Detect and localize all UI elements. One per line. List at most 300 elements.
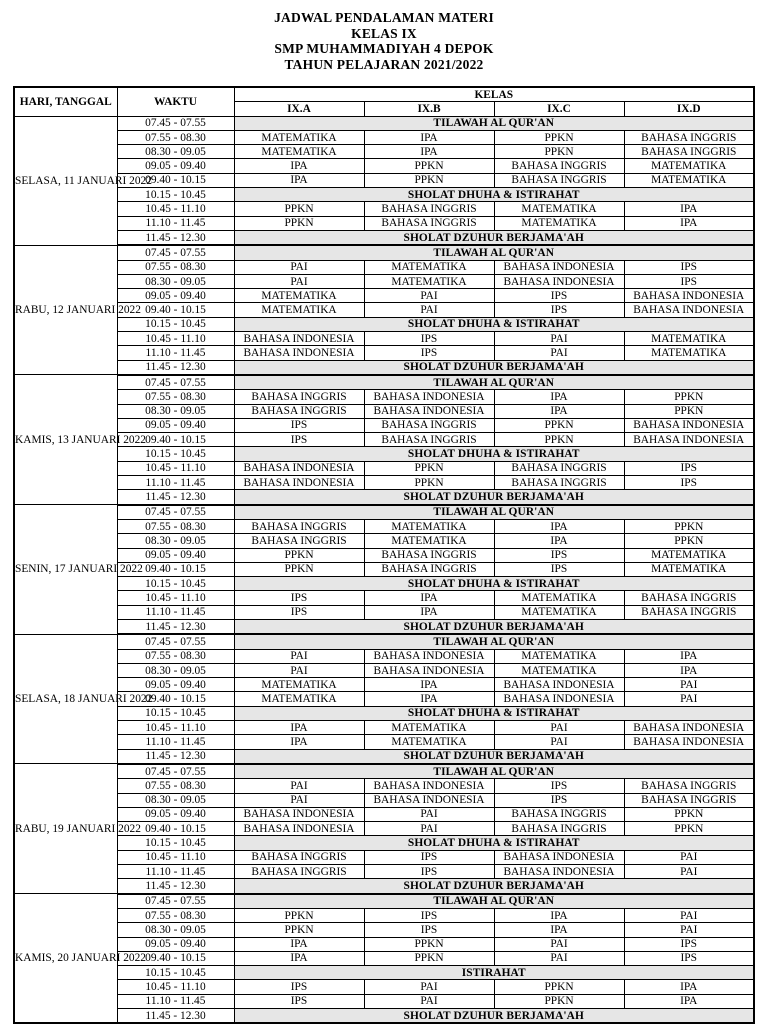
subject-cell: BAHASA INGGRIS <box>624 793 754 807</box>
subject-cell: IPS <box>494 303 624 317</box>
time-cell: 10.15 - 10.45 <box>117 447 234 461</box>
subject-cell: IPS <box>624 937 754 951</box>
table-row <box>14 605 754 619</box>
day-date-cell: RABU, 19 JANUARI 2022 <box>14 764 117 894</box>
title-line-4: TAHUN PELAJARAN 2021/2022 <box>284 56 484 72</box>
activity-cell: SHOLAT DZUHUR BERJAMA'AH <box>234 619 754 634</box>
subject-cell: PAI <box>494 332 624 346</box>
subject-cell: IPS <box>234 980 364 994</box>
table-row <box>14 159 754 173</box>
subject-cell: PAI <box>624 678 754 692</box>
subject-cell: IPA <box>624 216 754 230</box>
time-cell: 10.15 - 10.45 <box>117 188 234 202</box>
header-hari-tanggal: HARI, TANGGAL <box>14 87 117 116</box>
subject-cell: MATEMATIKA <box>494 202 624 216</box>
subject-cell: PPKN <box>624 534 754 548</box>
subject-cell: MATEMATIKA <box>234 289 364 303</box>
subject-cell: BAHASA INGGRIS <box>624 145 754 159</box>
table-row <box>14 966 754 980</box>
time-cell: 10.45 - 11.10 <box>117 980 234 994</box>
subject-cell: PAI <box>624 850 754 864</box>
time-cell: 08.30 - 09.05 <box>117 404 234 418</box>
table-row <box>14 202 754 216</box>
subject-cell: BAHASA INDONESIA <box>624 433 754 447</box>
subject-cell: PPKN <box>234 923 364 937</box>
subject-cell: MATEMATIKA <box>364 260 494 274</box>
subject-cell: IPS <box>364 923 494 937</box>
day-date-cell: SELASA, 11 JANUARI 2022 <box>14 116 117 245</box>
day-date-cell: SENIN, 17 JANUARI 2022 <box>14 505 117 635</box>
time-cell: 11.10 - 11.45 <box>117 865 234 879</box>
subject-cell: PAI <box>364 303 494 317</box>
time-cell: 07.55 - 08.30 <box>117 519 234 533</box>
subject-cell: BAHASA INGGRIS <box>624 130 754 144</box>
subject-cell: IPA <box>624 649 754 663</box>
header-row <box>14 87 754 102</box>
time-cell: 11.45 - 12.30 <box>117 619 234 634</box>
table-row <box>14 534 754 548</box>
time-cell: 09.05 - 09.40 <box>117 678 234 692</box>
subject-cell: PAI <box>364 994 494 1008</box>
time-cell: 09.40 - 10.15 <box>117 562 234 576</box>
activity-cell: SHOLAT DHUHA & ISTIRAHAT <box>234 317 754 331</box>
time-cell: 07.55 - 08.30 <box>117 908 234 922</box>
subject-cell: PPKN <box>364 173 494 187</box>
subject-cell: IPA <box>624 663 754 677</box>
subject-cell: MATEMATIKA <box>234 303 364 317</box>
table-row <box>14 706 754 720</box>
subject-cell: IPA <box>494 534 624 548</box>
subject-cell: IPS <box>624 951 754 965</box>
subject-cell: PAI <box>234 663 364 677</box>
table-row <box>14 807 754 821</box>
subject-cell: MATEMATIKA <box>364 274 494 288</box>
table-row <box>14 836 754 850</box>
subject-cell: PPKN <box>234 202 364 216</box>
time-cell: 07.45 - 07.55 <box>117 505 234 520</box>
subject-cell: MATEMATIKA <box>364 519 494 533</box>
subject-cell: BAHASA INGGRIS <box>364 562 494 576</box>
subject-cell: BAHASA INDONESIA <box>234 332 364 346</box>
subject-cell: IPA <box>364 130 494 144</box>
table-row <box>14 721 754 735</box>
subject-cell: IPA <box>494 390 624 404</box>
subject-cell: BAHASA INGGRIS <box>624 779 754 793</box>
subject-cell: BAHASA INDONESIA <box>494 865 624 879</box>
time-cell: 09.05 - 09.40 <box>117 418 234 432</box>
table-row <box>14 404 754 418</box>
subject-cell: BAHASA INGGRIS <box>494 822 624 836</box>
table-row <box>14 548 754 562</box>
subject-cell: IPA <box>234 173 364 187</box>
subject-cell: MATEMATIKA <box>494 663 624 677</box>
activity-cell: SHOLAT DHUHA & ISTIRAHAT <box>234 577 754 591</box>
table-row <box>14 923 754 937</box>
time-cell: 10.45 - 11.10 <box>117 721 234 735</box>
activity-cell: SHOLAT DZUHUR BERJAMA'AH <box>234 490 754 505</box>
subject-cell: BAHASA INGGRIS <box>494 173 624 187</box>
table-row <box>14 332 754 346</box>
table-row <box>14 850 754 864</box>
subject-cell: MATEMATIKA <box>494 216 624 230</box>
subject-cell: BAHASA INGGRIS <box>234 390 364 404</box>
header-class-ix-b: IX.B <box>364 102 494 116</box>
table-row <box>14 678 754 692</box>
subject-cell: IPS <box>624 260 754 274</box>
table-row <box>14 865 754 879</box>
table-row <box>14 779 754 793</box>
subject-cell: PPKN <box>364 159 494 173</box>
subject-cell: BAHASA INDONESIA <box>234 461 364 475</box>
subject-cell: IPA <box>234 159 364 173</box>
time-cell: 11.45 - 12.30 <box>117 1009 234 1024</box>
subject-cell: MATEMATIKA <box>624 173 754 187</box>
subject-cell: MATEMATIKA <box>624 332 754 346</box>
activity-cell: SHOLAT DZUHUR BERJAMA'AH <box>234 749 754 764</box>
subject-cell: PAI <box>624 865 754 879</box>
time-cell: 10.45 - 11.10 <box>117 461 234 475</box>
table-row <box>14 130 754 144</box>
time-cell: 09.05 - 09.40 <box>117 159 234 173</box>
table-row <box>14 216 754 230</box>
subject-cell: BAHASA INDONESIA <box>234 476 364 490</box>
header-waktu: WAKTU <box>117 87 234 116</box>
time-cell: 11.10 - 11.45 <box>117 735 234 749</box>
table-row <box>14 619 754 634</box>
table-row <box>14 188 754 202</box>
header-class-ix-d: IX.D <box>624 102 754 116</box>
subject-cell: IPS <box>364 332 494 346</box>
activity-cell: TILAWAH AL QUR'AN <box>234 116 754 130</box>
time-cell: 10.45 - 11.10 <box>117 850 234 864</box>
table-row <box>14 461 754 475</box>
subject-cell: MATEMATIKA <box>364 534 494 548</box>
subject-cell: IPS <box>624 274 754 288</box>
subject-cell: IPA <box>364 145 494 159</box>
table-row <box>14 908 754 922</box>
subject-cell: BAHASA INDONESIA <box>494 260 624 274</box>
subject-cell: PPKN <box>234 548 364 562</box>
table-row <box>14 418 754 432</box>
subject-cell: IPS <box>364 850 494 864</box>
table-row <box>14 390 754 404</box>
table-row <box>14 894 754 909</box>
time-cell: 07.55 - 08.30 <box>117 260 234 274</box>
time-cell: 09.40 - 10.15 <box>117 692 234 706</box>
subject-cell: PAI <box>494 951 624 965</box>
subject-cell: IPS <box>234 605 364 619</box>
subject-cell: PAI <box>364 822 494 836</box>
table-row <box>14 980 754 994</box>
subject-cell: BAHASA INGGRIS <box>494 159 624 173</box>
subject-cell: PPKN <box>624 390 754 404</box>
table-row <box>14 994 754 1008</box>
table-row <box>14 649 754 663</box>
activity-cell: TILAWAH AL QUR'AN <box>234 894 754 909</box>
day-date-cell: KAMIS, 13 JANUARI 2022 <box>14 375 117 505</box>
subject-cell: BAHASA INDONESIA <box>234 346 364 360</box>
activity-cell: SHOLAT DHUHA & ISTIRAHAT <box>234 836 754 850</box>
subject-cell: IPS <box>364 865 494 879</box>
time-cell: 07.45 - 07.55 <box>117 634 234 649</box>
subject-cell: IPA <box>364 692 494 706</box>
time-cell: 08.30 - 09.05 <box>117 145 234 159</box>
activity-cell: SHOLAT DHUHA & ISTIRAHAT <box>234 706 754 720</box>
subject-cell: IPS <box>494 779 624 793</box>
time-cell: 09.05 - 09.40 <box>117 937 234 951</box>
subject-cell: BAHASA INDONESIA <box>624 289 754 303</box>
time-cell: 10.15 - 10.45 <box>117 836 234 850</box>
subject-cell: IPA <box>494 404 624 418</box>
table-row <box>14 663 754 677</box>
subject-cell: MATEMATIKA <box>624 548 754 562</box>
subject-cell: IPS <box>234 591 364 605</box>
time-cell: 08.30 - 09.05 <box>117 534 234 548</box>
subject-cell: PAI <box>234 779 364 793</box>
time-cell: 10.15 - 10.45 <box>117 706 234 720</box>
time-cell: 10.45 - 11.10 <box>117 591 234 605</box>
subject-cell: PPKN <box>624 822 754 836</box>
subject-cell: PAI <box>624 908 754 922</box>
subject-cell: PPKN <box>494 130 624 144</box>
subject-cell: MATEMATIKA <box>494 591 624 605</box>
subject-cell: IPA <box>234 951 364 965</box>
table-row <box>14 490 754 505</box>
subject-cell: MATEMATIKA <box>624 159 754 173</box>
subject-cell: BAHASA INDONESIA <box>624 721 754 735</box>
time-cell: 07.45 - 07.55 <box>117 375 234 390</box>
activity-cell: SHOLAT DHUHA & ISTIRAHAT <box>234 188 754 202</box>
subject-cell: PAI <box>234 274 364 288</box>
subject-cell: BAHASA INDONESIA <box>364 663 494 677</box>
subject-cell: MATEMATIKA <box>364 735 494 749</box>
subject-cell: BAHASA INGGRIS <box>234 850 364 864</box>
time-cell: 11.10 - 11.45 <box>117 605 234 619</box>
day-date-cell: RABU, 12 JANUARI 2022 <box>14 245 117 375</box>
time-cell: 08.30 - 09.05 <box>117 923 234 937</box>
subject-cell: PPKN <box>494 994 624 1008</box>
subject-cell: BAHASA INDONESIA <box>364 779 494 793</box>
subject-cell: PAI <box>234 649 364 663</box>
time-cell: 11.10 - 11.45 <box>117 476 234 490</box>
subject-cell: BAHASA INGGRIS <box>234 865 364 879</box>
subject-cell: IPS <box>234 994 364 1008</box>
table-row <box>14 764 754 779</box>
table-row <box>14 1009 754 1024</box>
table-row <box>14 274 754 288</box>
time-cell: 07.55 - 08.30 <box>117 779 234 793</box>
time-cell: 08.30 - 09.05 <box>117 274 234 288</box>
subject-cell: MATEMATIKA <box>364 721 494 735</box>
subject-cell: IPA <box>234 735 364 749</box>
subject-cell: IPA <box>494 908 624 922</box>
subject-cell: PPKN <box>364 476 494 490</box>
subject-cell: BAHASA INDONESIA <box>234 822 364 836</box>
subject-cell: BAHASA INDONESIA <box>364 649 494 663</box>
time-cell: 11.10 - 11.45 <box>117 216 234 230</box>
subject-cell: BAHASA INDONESIA <box>494 850 624 864</box>
subject-cell: PPKN <box>364 937 494 951</box>
activity-cell: TILAWAH AL QUR'AN <box>234 505 754 520</box>
subject-cell: BAHASA INGGRIS <box>494 807 624 821</box>
subject-cell: MATEMATIKA <box>494 605 624 619</box>
title-line-1: JADWAL PENDALAMAN MATERI <box>274 10 494 25</box>
subject-cell: IPS <box>494 289 624 303</box>
subject-cell: IPS <box>494 793 624 807</box>
subject-cell: PAI <box>624 692 754 706</box>
time-cell: 08.30 - 09.05 <box>117 793 234 807</box>
subject-cell: IPA <box>624 202 754 216</box>
subject-cell: IPS <box>624 476 754 490</box>
time-cell: 09.40 - 10.15 <box>117 822 234 836</box>
subject-cell: PAI <box>624 923 754 937</box>
time-cell: 09.05 - 09.40 <box>117 289 234 303</box>
subject-cell: BAHASA INGGRIS <box>494 461 624 475</box>
time-cell: 11.45 - 12.30 <box>117 230 234 245</box>
subject-cell: PAI <box>494 346 624 360</box>
subject-cell: PAI <box>494 937 624 951</box>
day-date-cell: SELASA, 18 JANUARI 2022 <box>14 634 117 764</box>
time-cell: 07.45 - 07.55 <box>117 894 234 909</box>
subject-cell: MATEMATIKA <box>234 145 364 159</box>
subject-cell: PPKN <box>364 951 494 965</box>
table-row <box>14 735 754 749</box>
subject-cell: BAHASA INDONESIA <box>494 274 624 288</box>
activity-cell: ISTIRAHAT <box>234 966 754 980</box>
time-cell: 09.40 - 10.15 <box>117 433 234 447</box>
subject-cell: PPKN <box>494 418 624 432</box>
subject-cell: PPKN <box>234 908 364 922</box>
subject-cell: BAHASA INDONESIA <box>494 678 624 692</box>
schedule-table <box>13 86 755 1024</box>
subject-cell: MATEMATIKA <box>494 649 624 663</box>
day-date-cell: KAMIS, 20 JANUARI 2022 <box>14 894 117 1024</box>
header-class-ix-a: IX.A <box>234 102 364 116</box>
subject-cell: BAHASA INDONESIA <box>234 807 364 821</box>
subject-cell: MATEMATIKA <box>624 346 754 360</box>
table-row <box>14 360 754 375</box>
time-cell: 10.15 - 10.45 <box>117 577 234 591</box>
time-cell: 07.45 - 07.55 <box>117 764 234 779</box>
subject-cell: PPKN <box>494 980 624 994</box>
document-title-block <box>0 10 768 72</box>
subject-cell: PAI <box>364 980 494 994</box>
time-cell: 09.05 - 09.40 <box>117 548 234 562</box>
table-row <box>14 289 754 303</box>
subject-cell: IPA <box>494 923 624 937</box>
table-row <box>14 230 754 245</box>
subject-cell: IPA <box>364 591 494 605</box>
subject-cell: IPA <box>494 519 624 533</box>
subject-cell: MATEMATIKA <box>234 678 364 692</box>
header-kelas: KELAS <box>234 87 754 102</box>
subject-cell: BAHASA INGGRIS <box>234 404 364 418</box>
activity-cell: SHOLAT DZUHUR BERJAMA'AH <box>234 879 754 894</box>
title-line-3: SMP MUHAMMADIYAH 4 DEPOK <box>274 41 494 56</box>
subject-cell: BAHASA INDONESIA <box>364 793 494 807</box>
subject-cell: BAHASA INGGRIS <box>234 519 364 533</box>
subject-cell: IPS <box>624 461 754 475</box>
subject-cell: BAHASA INDONESIA <box>624 418 754 432</box>
table-row <box>14 346 754 360</box>
subject-cell: BAHASA INGGRIS <box>624 605 754 619</box>
table-row <box>14 447 754 461</box>
subject-cell: PAI <box>364 289 494 303</box>
subject-cell: BAHASA INDONESIA <box>364 390 494 404</box>
subject-cell: BAHASA INGGRIS <box>624 591 754 605</box>
table-row <box>14 591 754 605</box>
table-row <box>14 577 754 591</box>
time-cell: 07.55 - 08.30 <box>117 649 234 663</box>
subject-cell: IPS <box>494 548 624 562</box>
subject-cell: IPS <box>364 346 494 360</box>
subject-cell: PPKN <box>234 562 364 576</box>
subject-cell: MATEMATIKA <box>234 130 364 144</box>
subject-cell: BAHASA INGGRIS <box>364 216 494 230</box>
activity-cell: SHOLAT DZUHUR BERJAMA'AH <box>234 1009 754 1024</box>
subject-cell: PAI <box>234 260 364 274</box>
subject-cell: BAHASA INDONESIA <box>624 735 754 749</box>
subject-cell: IPS <box>234 418 364 432</box>
time-cell: 09.40 - 10.15 <box>117 303 234 317</box>
subject-cell: IPS <box>494 562 624 576</box>
subject-cell: PAI <box>494 735 624 749</box>
subject-cell: BAHASA INGGRIS <box>494 476 624 490</box>
subject-cell: MATEMATIKA <box>624 562 754 576</box>
time-cell: 08.30 - 09.05 <box>117 663 234 677</box>
activity-cell: TILAWAH AL QUR'AN <box>234 375 754 390</box>
subject-cell: BAHASA INGGRIS <box>364 548 494 562</box>
subject-cell: PPKN <box>624 404 754 418</box>
time-cell: 11.45 - 12.30 <box>117 490 234 505</box>
title-line-2: KELAS IX <box>351 25 417 41</box>
table-row <box>14 937 754 951</box>
time-cell: 07.45 - 07.55 <box>117 116 234 130</box>
table-row <box>14 634 754 649</box>
time-cell: 11.45 - 12.30 <box>117 879 234 894</box>
subject-cell: PPKN <box>364 461 494 475</box>
activity-cell: SHOLAT DHUHA & ISTIRAHAT <box>234 447 754 461</box>
time-cell: 11.10 - 11.45 <box>117 346 234 360</box>
subject-cell: BAHASA INGGRIS <box>364 202 494 216</box>
subject-cell: PPKN <box>494 145 624 159</box>
activity-cell: TILAWAH AL QUR'AN <box>234 764 754 779</box>
time-cell: 07.55 - 08.30 <box>117 390 234 404</box>
schedule-body <box>14 116 754 1023</box>
activity-cell: SHOLAT DZUHUR BERJAMA'AH <box>234 230 754 245</box>
subject-cell: IPS <box>234 433 364 447</box>
table-row <box>14 116 754 130</box>
header-class-ix-c: IX.C <box>494 102 624 116</box>
time-cell: 09.40 - 10.15 <box>117 173 234 187</box>
time-cell: 10.15 - 10.45 <box>117 966 234 980</box>
subject-cell: IPS <box>364 908 494 922</box>
time-cell: 11.45 - 12.30 <box>117 749 234 764</box>
subject-cell: BAHASA INDONESIA <box>624 303 754 317</box>
time-cell: 10.15 - 10.45 <box>117 317 234 331</box>
subject-cell: PPKN <box>624 807 754 821</box>
time-cell: 09.40 - 10.15 <box>117 951 234 965</box>
table-row <box>14 260 754 274</box>
subject-cell: PPKN <box>624 519 754 533</box>
time-cell: 07.55 - 08.30 <box>117 130 234 144</box>
subject-cell: MATEMATIKA <box>234 692 364 706</box>
table-row <box>14 245 754 260</box>
table-row <box>14 317 754 331</box>
time-cell: 09.05 - 09.40 <box>117 807 234 821</box>
subject-cell: BAHASA INDONESIA <box>364 404 494 418</box>
subject-cell: BAHASA INGGRIS <box>364 433 494 447</box>
